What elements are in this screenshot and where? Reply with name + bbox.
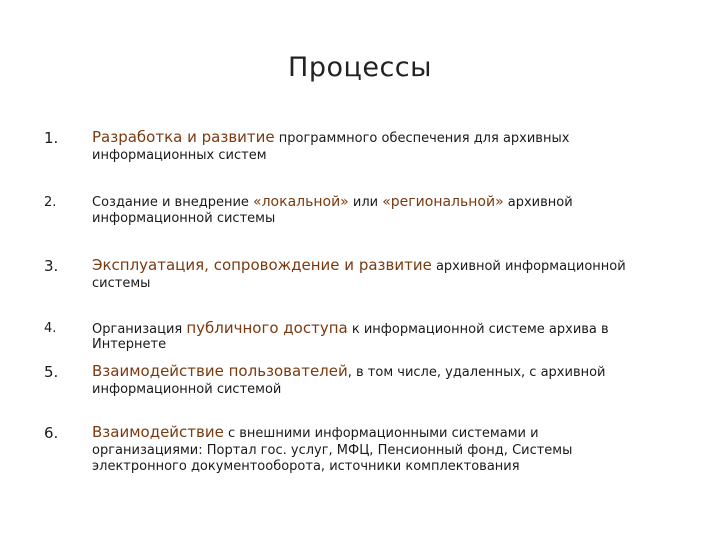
item-line: организациями: Портал гос. услуг, МФЦ, Пенсионный фонд, Системы — [92, 443, 573, 458]
item-number: 1. — [44, 129, 59, 147]
plain-text: с внешними информационными системами и — [223, 426, 539, 441]
item-number: 5. — [44, 363, 59, 381]
item-line: информационной системой — [92, 382, 282, 397]
item-text — [92, 362, 692, 398]
emphasis-text: Взаимодействие пользователей — [92, 362, 348, 380]
item-text — [92, 128, 692, 164]
item-line: Интернете — [92, 337, 167, 352]
plain-text: Организация — [92, 322, 187, 337]
item-line — [92, 128, 692, 148]
item-text — [92, 256, 692, 292]
item-line: информационных систем — [92, 148, 267, 163]
item-text — [92, 194, 692, 227]
plain-text: программного обеспечения для архивных — [274, 131, 570, 146]
emphasis-text: Разработка и развитие — [92, 128, 275, 146]
item-number: 2. — [44, 195, 57, 210]
emphasis-text: «региональной» — [382, 194, 504, 210]
emphasis-text: публичного доступа — [186, 319, 348, 337]
item-line — [92, 256, 692, 276]
slide-title: Процессы — [288, 52, 432, 83]
item-line: электронного документооборота, источники комплектования — [92, 459, 520, 474]
emphasis-text: Взаимодействие — [92, 423, 224, 441]
emphasis-text: Эксплуатация, сопровождение и развитие — [92, 256, 432, 274]
item-line — [92, 362, 692, 382]
plain-text: архивной информационной — [431, 259, 626, 274]
item-line: информационной системы — [92, 211, 276, 226]
item-text — [92, 320, 692, 352]
plain-text: к информационной системе архива в — [347, 322, 609, 337]
item-number: 6. — [44, 424, 59, 442]
item-line — [92, 320, 692, 338]
emphasis-text: «локальной» — [253, 194, 349, 210]
item-line — [92, 423, 692, 443]
plain-text: или — [348, 195, 383, 210]
item-text — [92, 423, 692, 475]
item-line: системы — [92, 276, 151, 291]
plain-text: архивной — [503, 195, 573, 210]
plain-text: , в том числе, удаленных, с архивной — [347, 365, 606, 380]
item-number: 3. — [44, 257, 59, 275]
plain-text: Создание и внедрение — [92, 195, 254, 210]
item-number: 4. — [44, 321, 57, 336]
item-line — [92, 194, 692, 211]
